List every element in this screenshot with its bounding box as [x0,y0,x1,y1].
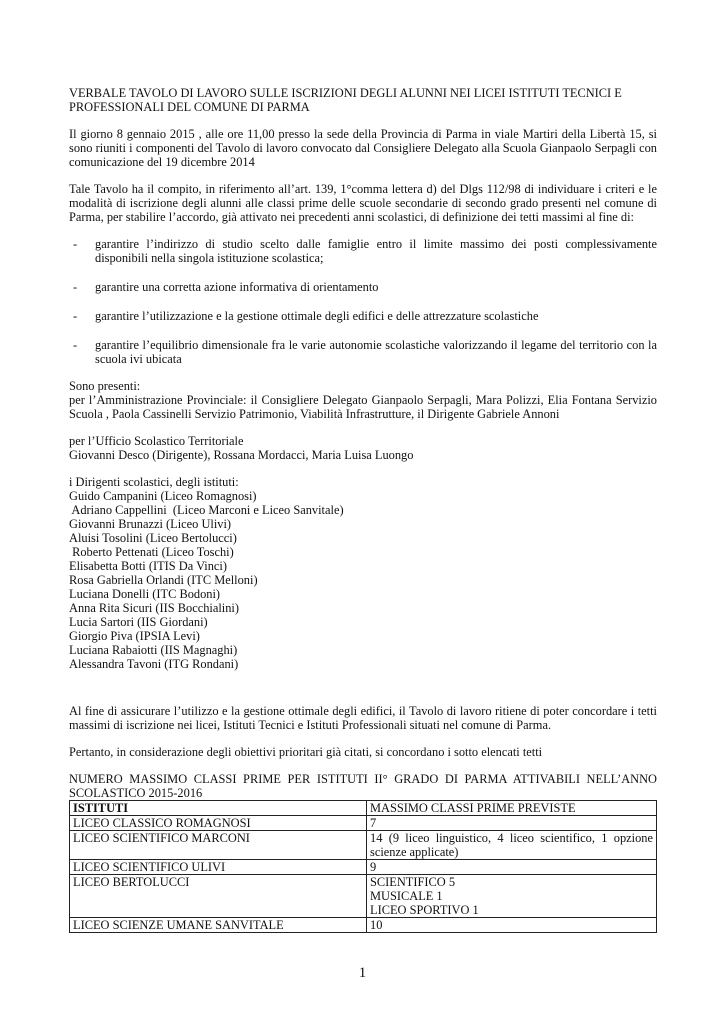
task-paragraph: Tale Tavolo ha il compito, in riferimento all’art. 139, 1°comma lettera d) del Dlgs 112/98 di individuare i criteri e le modalità di iscrizione degli alunni alle classi prime delle scuole secondarie di secondo grado presenti nel comune di Parma, per stabilire l’accordo, già attivato nei precedenti anni scolastici, di definizione dei tetti massimi al fine di: [69,182,657,224]
list-item: Luciana Rabaiotti (IIS Magnaghi) [69,643,238,657]
list-item: Elisabetta Botti (ITIS Da Vinci) [69,559,228,573]
list-item: Lucia Sartori (IIS Giordani) [69,615,208,629]
table-cell: LICEO CLASSICO ROMAGNOSI [70,816,367,831]
dirigenti-list [69,489,657,671]
table-cell: LICEO SCIENTIFICO ULIVI [70,860,367,875]
list-item [69,338,657,366]
list-item-text: garantire l’utilizzazione e la gestione ottimale degli edifici e delle attrezzature scolastiche [95,309,539,323]
dirigenti-heading: i Dirigenti scolastici, degli istituti: [69,475,239,489]
table-cell: SCIENTIFICO 5 MUSICALE 1 LICEO SPORTIVO 1 [367,875,657,918]
list-item: Anna Rita Sicuri (IIS Bocchialini) [69,601,239,615]
intro-paragraph: Il giorno 8 gennaio 2015 , alle ore 11,00 presso la sede della Provincia di Parma in viale Martiri della Libertà 15, si sono riuniti i componenti del Tavolo di lavoro convocato dal Consigliere Delegato alla Scuola Gianpaolo Serpagli con comunicazione del 19 dicembre 2014 [69,127,657,169]
list-item: Alessandra Tavoni (ITG Rondani) [69,657,239,671]
table-header-row [70,801,657,816]
list-item: Adriano Cappellini (Liceo Marconi e Liceo Sanvitale) [69,503,344,517]
list-item: Aluisi Tosolini (Liceo Bertolucci) [69,531,237,545]
table-cell: 9 [367,860,657,875]
table-cell: 14 (9 liceo linguistico, 4 liceo scientifico, 1 opzione scienze applicate) [367,831,657,860]
list-item-text: garantire l’equilibrio dimensionale fra le varie autonomie scolastiche valorizzando il legame del territorio con la scuola ivi ubicata [95,338,657,366]
table-row [70,918,657,933]
list-item: Guido Campanini (Liceo Romagnosi) [69,489,257,503]
document-body [69,86,657,933]
classi-table [69,800,657,933]
present-heading: Sono presenti: [69,379,141,393]
table-header-cell: ISTITUTI [70,801,367,816]
table-cell: 10 [367,918,657,933]
table-row [70,860,657,875]
ufficio-names: Giovanni Desco (Dirigente), Rossana Mordacci, Maria Luisa Luongo [69,448,414,462]
bullet-marker: - [73,280,78,294]
list-item: Luciana Donelli (ITC Bodoni) [69,587,221,601]
list-item-text: garantire una corretta azione informativa di orientamento [95,280,379,294]
list-item: Rosa Gabriella Orlandi (ITC Melloni) [69,573,258,587]
list-item [69,280,657,294]
table-row [70,831,657,860]
bullet-marker: - [73,237,78,251]
list-item: Roberto Pettenati (Liceo Toschi) [69,545,234,559]
list-item [69,237,657,265]
bullet-marker: - [73,338,78,352]
page-number: 1 [358,965,367,981]
table-row [70,875,657,918]
table-title: NUMERO MASSIMO CLASSI PRIME PER ISTITUTI II° GRADO DI PARMA ATTIVABILI NELL’ANNO SCOLASTICO 2015-2016 [69,772,657,800]
list-item-text: garantire l’indirizzo di studio scelto dalle famiglie entro il limite massimo dei posti complessivamente disponibili nella singola istituzione scolastica; [95,237,657,265]
document-title: VERBALE TAVOLO DI LAVORO SULLE ISCRIZIONI DEGLI ALUNNI NEI LICEI ISTITUTI TECNICI E PROFESSIONALI DEL COMUNE DI PARMA [69,86,622,114]
table-cell: LICEO BERTOLUCCI [70,875,367,918]
table-header-cell: MASSIMO CLASSI PRIME PREVISTE [367,801,657,816]
table-cell: LICEO SCIENZE UMANE SANVITALE [70,918,367,933]
ufficio-heading: per l’Ufficio Scolastico Territoriale [69,434,244,448]
list-item: Giovanni Brunazzi (Liceo Ulivi) [69,517,232,531]
list-item: Giorgio Piva (IPSIA Levi) [69,629,200,643]
objectives-list [69,237,657,366]
table-cell: LICEO SCIENTIFICO MARCONI [70,831,367,860]
table-row [70,816,657,831]
pertanto-paragraph: Pertanto, in considerazione degli obiettivi prioritari già citati, si concordano i sotto elencati tetti [69,745,543,759]
list-item [69,309,657,323]
table-cell: 7 [367,816,657,831]
fine-paragraph: Al fine di assicurare l’utilizzo e la gestione ottimale degli edifici, il Tavolo di lavoro ritiene di poter concordare i tetti massimi di iscrizione nei licei, Istituti Tecnici e Istituti Professionali situati nel comune di Parma. [69,704,657,732]
present-provincia: per l’Amministrazione Provinciale: il Consigliere Delegato Gianpaolo Serpagli, Mara Polizzi, Elia Fontana Servizio Scuola , Paola Cassinelli Servizio Patrimonio, Viabilità Infrastrutture, il Dirigente Gabriele Annoni [69,393,657,421]
bullet-marker: - [73,309,78,323]
